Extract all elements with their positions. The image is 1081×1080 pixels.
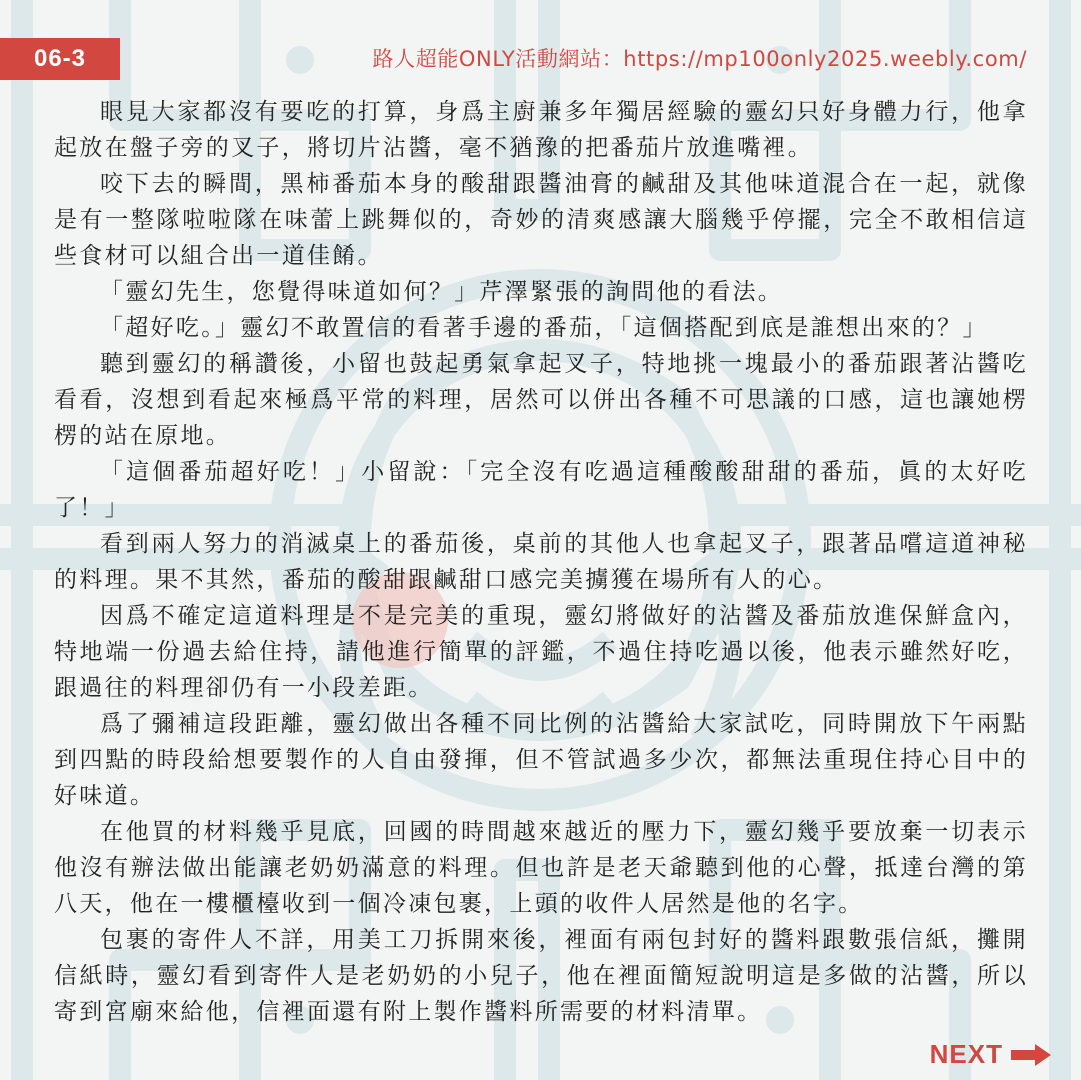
paragraph: 爲了彌補這段距離，靈幻做出各種不同比例的沾醬給大家試吃，同時開放下午兩點到四點的時段給想要製作的人自由發揮，但不管試過多少次，都無法重現住持心目中的好味道。 (54, 711, 1028, 809)
paragraph: 眼見大家都沒有要吃的打算，身爲主廚兼多年獨居經驗的靈幻只好身體力行，他拿起放在盤子旁的叉子，將切片沾醬，毫不猶豫的把番茄片放進嘴裡。 (54, 99, 1028, 161)
website-label: 路人超能ONLY活動網站： (372, 47, 624, 71)
paragraph: 因爲不確定這道料理是不是完美的重現，靈幻將做好的沾醬及番茄放進保鮮盒內，特地端一份過去給住持，請他進行簡單的評鑑，不過住持吃過以後，他表示雖然好吃，跟過往的料理卻仍有一小段差距。 (54, 603, 1028, 701)
website-url[interactable]: https://mp100only2025.weebly.com/ (623, 47, 1027, 71)
paragraph: 咬下去的瞬間，黑柿番茄本身的酸甜跟醬油膏的鹹甜及其他味道混合在一起，就像是有一整隊啦啦隊在味蕾上跳舞似的，奇妙的清爽感讓大腦幾乎停擺，完全不敢相信這些食材可以組合出一道佳餚。 (54, 171, 1028, 269)
paragraph: 在他買的材料幾乎見底，回國的時間越來越近的壓力下，靈幻幾乎要放棄一切表示他沒有辦法做出能讓老奶奶滿意的料理。但也許是老天爺聽到他的心聲，抵達台灣的第八天，他在一樓櫃檯收到一個冷凍包裹，上頭的收件人居然是他的名字。 (54, 819, 1028, 917)
page-number-badge: 06-3 (0, 38, 120, 80)
arrow-right-icon (1011, 1044, 1051, 1066)
story-text (54, 94, 1028, 1030)
paragraph: 聽到靈幻的稱讚後，小留也鼓起勇氣拿起叉子，特地挑一塊最小的番茄跟著沾醬吃看看，沒想到看起來極爲平常的料理，居然可以併出各種不可思議的口感，這也讓她楞楞的站在原地。 (54, 351, 1028, 449)
paragraph: 看到兩人努力的消滅桌上的番茄後，桌前的其他人也拿起叉子，跟著品嚐這道神秘的料理。果不其然，番茄的酸甜跟鹹甜口感完美擄獲在場所有人的心。 (54, 531, 1028, 593)
paragraph: 「超好吃。」靈幻不敢置信的看著手邊的番茄，「這個搭配到底是誰想出來的？」 (100, 315, 988, 341)
next-button[interactable] (930, 1039, 1051, 1070)
paragraph: 「靈幻先生，您覺得味道如何？」芹澤緊張的詢問他的看法。 (100, 279, 784, 305)
paragraph: 包裹的寄件人不詳，用美工刀拆開來後，裡面有兩包封好的醬料跟數張信紙，攤開信紙時，靈幻看到寄件人是老奶奶的小兒子，他在裡面簡短說明這是多做的沾醬，所以寄到宮廟來給他，信裡面還有附上製作醬料所需要的材料清單。 (54, 927, 1028, 1025)
paragraph: 「這個番茄超好吃！」小留說：「完全沒有吃過這種酸酸甜甜的番茄，眞的太好吃了！」 (54, 459, 1028, 521)
website-link[interactable] (373, 44, 1027, 74)
next-label: NEXT (929, 1039, 1003, 1069)
